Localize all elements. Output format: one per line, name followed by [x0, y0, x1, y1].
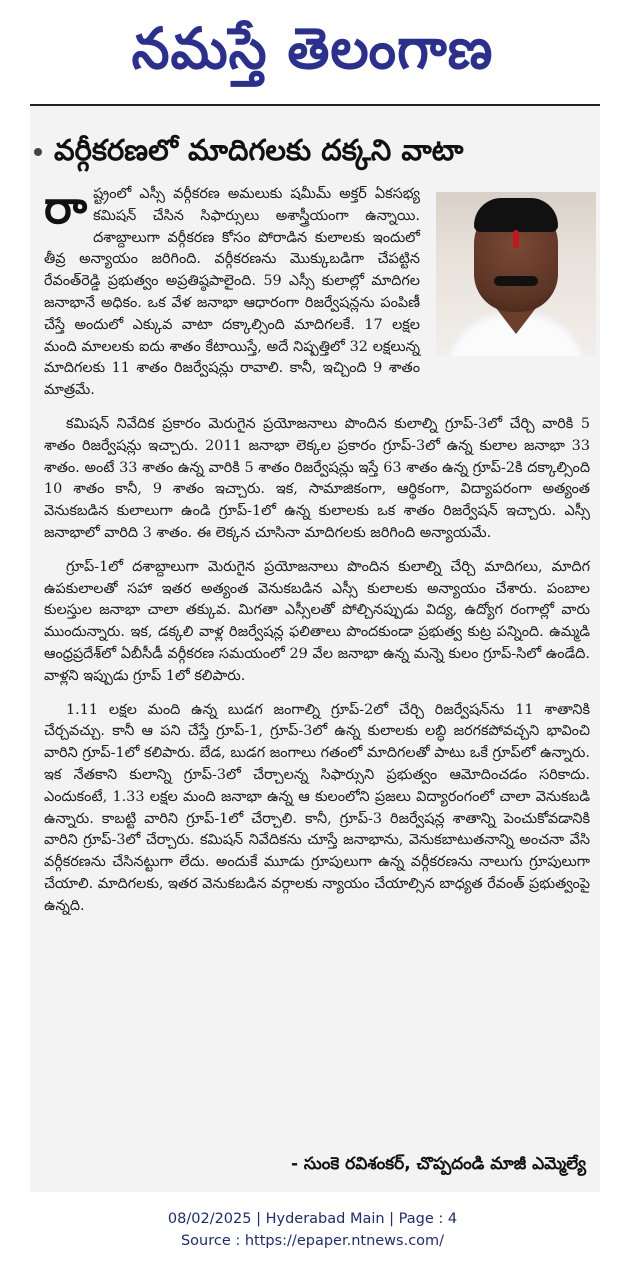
article-byline: - సుంకె రవిశంకర్, చొప్పదండి మాజీ ఎమ్మెల్యే	[290, 1154, 586, 1174]
footer-edition-info: 08/02/2025 | Hyderabad Main | Page : 4	[167, 1211, 458, 1227]
article-paragraph-2: కమిషన్ నివేదిక ప్రకారం మెరుగైన ప్రయోజనాలు పొందిన కులాల్ని గ్రూప్‌-3లో చేర్చి వారికి 5 శాతం రిజర్వేషన్లు ఇచ్చారు. 2011 జనాభా లెక్కల ప్రకారం గ్రూప్‌-3లో ఉన్న కులాల జనాభా 33 శాతం. అంటే 33 శాతం ఉన్న వారికి 5 శాతం రిజర్వేషన్లు ఇస్తే 63 శాతం ఉన్న గ్రూప్‌-2కి దక్కాల్సింది 10 శాతం కానీ, 9 శాతం ఇచ్చారు. ఇక, సామాజికంగా, ఆర్థికంగా, విద్యాపరంగా అత్యంత వెనుకబడిన కులాలుగా ఉండి గ్రూప్‌-1లో ఉన్న కులాలకు ఒక శాతం రిజర్వేషన్ ఇచ్చారు. ఎస్సీ జనాభాలో వారిది 3 శాతం. ఈ లెక్కన చూసినా మాదిగలకు జరిగింది అన్యాయమే.	[44, 415, 590, 541]
footer-source-link[interactable]: Source : https://epaper.ntnews.com/	[180, 1233, 445, 1249]
article-card	[30, 104, 600, 1192]
drop-cap: రా	[44, 180, 88, 234]
newspaper-masthead	[0, 8, 625, 88]
headline-row	[30, 124, 600, 174]
masthead-title: నమస్తే తెలంగాణ	[131, 14, 494, 82]
top-divider	[30, 104, 600, 106]
article-paragraph-4: 1.11 లక్షల మంది ఉన్న బుడగ జంగాల్ని గ్రూప్‌-2లో చేర్చి రిజర్వేషన్‌ను 11 శాతానికి చేర్చవచ్చు. కానీ ఆ పని చేస్తే గ్రూప్‌-1, గ్రూప్‌-3లో ఉన్న కులాలకు లబ్ధి జరగకపోవచ్చని భావించి వారిని గ్రూప్‌-1లో కలిపారు. బేడ, బుడగ జంగాలు గతంలో మాదిగలతో పాటు ఒకే గ్రూప్‌లో ఉన్నారు. ఇక నేతకాని కులాన్ని గ్రూప్‌-3లో చేర్చాలన్న సిఫార్సుని ప్రభుత్వం ఆమోదించడం సరికాదు. ఎందుకంటే, 1.33 లక్షల మంది జనాభా ఉన్న ఆ కులంలోని ప్రజలు విద్యారంగంలో చాలా వెనుకబడి ఉన్నారు. కాబట్టి వారిని గ్రూప్‌-1లో చేర్చాలి. కానీ, గ్రూప్‌-3 రిజర్వేషన్ల శాతాన్ని పెంచుకోవడానికి వారిని గ్రూప్‌-3లో చేర్చారు. కమిషన్ నివేదికను చూస్తే జనాభాను, వెనుకబాటుతనాన్ని అంచనా వేసి వర్గీకరణను చేసినట్టుగా లేదు. అందుకే మూడు గ్రూపులుగా ఉన్న వర్గీకరణను నాలుగు గ్రూపులుగా చేయాలి. మాదిగలకు, ఇతర వెనుకబడిన వర్గాలకు న్యాయం చేయాల్సిన బాధ్యత రేవంత్ ప్రభుత్వంపై ఉన్నది.	[44, 701, 590, 914]
photo-wrap-space	[430, 184, 590, 360]
page-footer	[0, 1208, 625, 1252]
bullet-icon	[34, 148, 42, 156]
paragraph-text: ష్ట్రంలో ఎస్సీ వర్గీకరణ అమలుకు షమీమ్ అక్తర్ ఏకసభ్య కమిషన్ చేసిన సిఫార్సులు అశాస్త్రీయంగా ఉన్నాయి. దశాబ్దాలుగా వర్గీకరణ కోసం పోరాడిన కులాలకు ఇందులో తీవ్ర అన్యాయం జరిగింది. వర్గీకరణను మొక్కుబడిగా చేపట్టిన రేవంత్‌రెడ్డి ప్రభుత్వం అప్రతిష్ఠపాలైంది. 59 ఎస్సీ కులాల్లో మాదిగల జనాభానే అధికం. ఒక వేళ జనాభా ఆధారంగా రిజర్వేషన్లను పంపిణీ చేస్తే అందులో ఎక్కువ వాటా దక్కాల్సింది మాదిగలకే. 17 లక్షల మంది మాలలకు ఐదు శాతం కేటాయిస్తే, అదే నిష్పత్తిలో 32 లక్షలున్న మాదిగలకు 11 శాతం రిజర్వేషన్లు రావాలి. కానీ, ఇచ్చింది 9 శాతం మాత్రమే.	[44, 186, 420, 399]
article-body	[44, 180, 590, 930]
article-headline: వర్గీకరణలో మాదిగలకు దక్కని వాటా	[54, 133, 464, 167]
article-paragraph-3: గ్రూప్‌-1లో దశాబ్దాలుగా మెరుగైన ప్రయోజనాలు పొందిన కులాల్ని చేర్చి మాదిగలు, మాదిగ ఉపకులాలతో సహా ఇతర అత్యంత వెనుకబడిన ఎస్సీ కులాలకు అన్యాయం చేశారు. పంబాల కులస్తుల జనాభా చాలా తక్కువ. మిగతా ఎస్సీలతో పోల్చినప్పుడు విద్య, ఉద్యోగ రంగాల్లో వారు ముందున్నారు. ఇక, డక్కలి వాళ్ల రిజర్వేషన్ల ఫలితాలు పొందకుండా ప్రభుత్వ కుట్ర పన్నింది. ఉమ్మడి ఆంధ్రప్రదేశ్‌లో ఏబీసీడీ వర్గీకరణ సమయంలో 29 వేల జనాభా ఉన్న మన్నె కులం గ్రూప్‌-సిలో ఉండేది. వాళ్లని ఇప్పుడు గ్రూప్ 1లో కలిపారు.	[44, 558, 590, 684]
